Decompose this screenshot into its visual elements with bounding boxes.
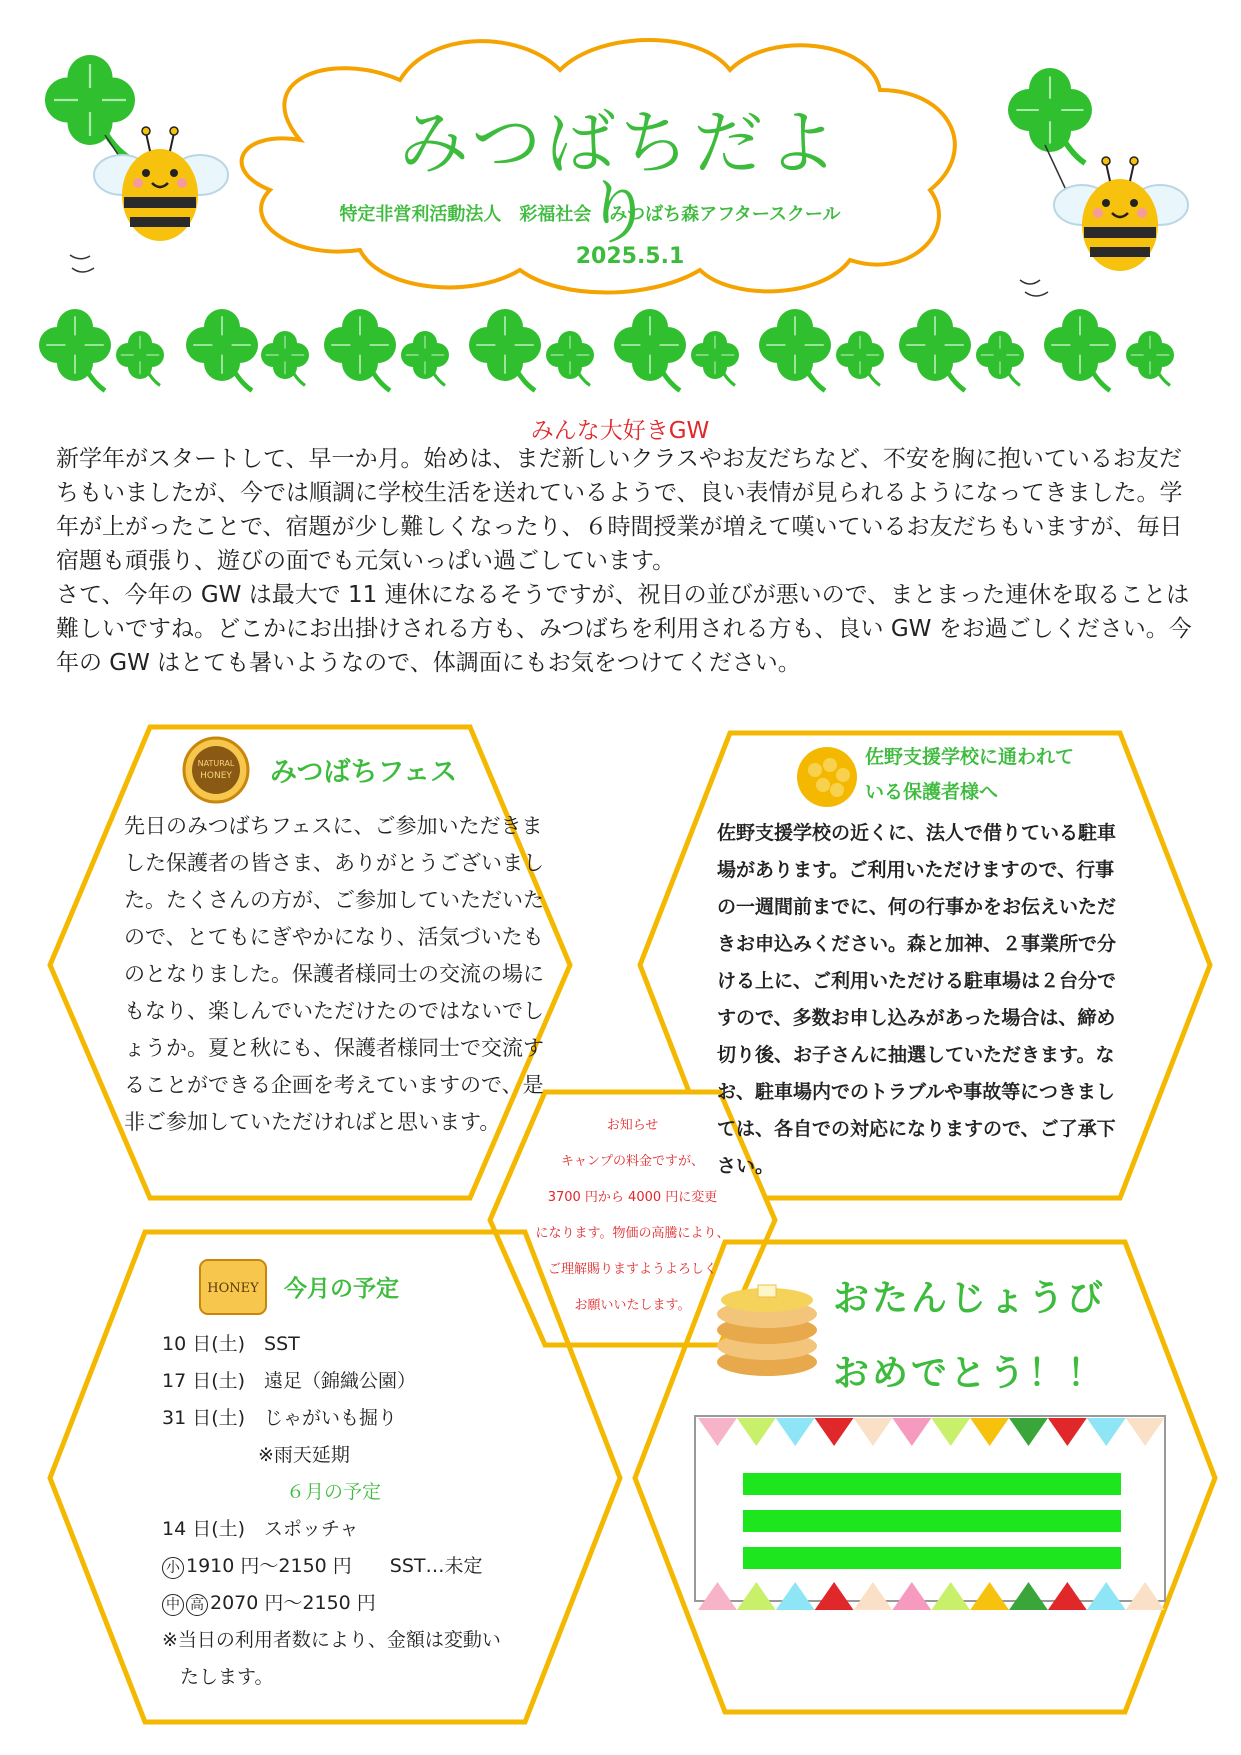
newsletter-title: みつばちだより <box>398 102 842 254</box>
birthday-name-bar-1 <box>743 1473 1121 1495</box>
notice-line: お願いいたします。 <box>574 1298 691 1313</box>
birthday-line-1: おたんじょうび <box>833 1278 1107 1319</box>
fes-body: 先日のみつばちフェスに、ご参加いただきました保護者の皆さま、ありがとうございました。たくさんの方が、ご参加していただいたので、とてもにぎやかになり、活気づいたものとなりました。保護者様同士の交流の場にもなり、楽しんでいただけたのではないでしょうか。夏と秋にも、保護者様同士で交流することができる企画を考えていますので、是非ご参加していただければと思います。 <box>124 814 544 1134</box>
schedule-item: 31 日(土) じゃがいも掘り <box>162 1407 398 1429</box>
schedule-item: 17 日(土) 遠足（錦織公園） <box>162 1370 417 1392</box>
june-title: ６月の予定 <box>286 1481 382 1503</box>
notice-line: キャンプの料金ですが、 <box>560 1154 704 1169</box>
notice-line: お知らせ <box>606 1118 659 1133</box>
price-note-line-2: たします。 <box>180 1666 274 1688</box>
svg-text:HONEY: HONEY <box>207 1281 259 1296</box>
birthday-line-2: おめでとう！！ <box>833 1353 1107 1394</box>
left-bee-group <box>45 55 228 272</box>
sano-body: 佐野支援学校の近くに、法人で借りている駐車場があります。ご利用いただけますので、行事の一週間前までに、何の行事かをお伝えいただきお申込みください。森と加神、２事業所で分ける上に、ご利用いただける駐車場は２台分ですので、多数お申し込みがあった場合は、締め切り後、お子さんに抽選していただきます。なお、駐車場内でのトラブルや事故等につきましては、各自での対応になりますので、ご了承下さい。 <box>717 822 1117 1177</box>
fes-title: みつばちフェス <box>270 757 458 788</box>
birthday-banner <box>695 1416 1165 1610</box>
schedule-title: 今月の予定 <box>284 1276 399 1302</box>
price-secondary <box>162 1585 562 1622</box>
price-note-line-1: ※当日の利用者数により、金額は変動い <box>162 1629 501 1651</box>
honey-badge-icon <box>200 1260 266 1314</box>
gw-paragraph-2: さて、今年の GW は最大で 11 連休になるそうですが、祝日の並びが悪いので、まとまった連休を取ることは難しいですね。どこかにお出掛けされる方も、みつばちを利用される方も、良い GW をお過ごしください。今年の GW はとても暑いようなので、体調面にもお気をつけてください。 <box>56 582 1192 676</box>
elementary-badge: 小 <box>162 1557 184 1579</box>
notice-line: ご理解賜りますようよろしく <box>547 1262 717 1277</box>
notice-box <box>520 1108 745 1324</box>
right-bee-group <box>1008 68 1188 296</box>
gw-paragraph-1: 新学年がスタートして、早一か月。始めは、まだ新しいクラスやお友だちなど、不安を胸に抱いているお友だちもいましたが、今では順調に学校生活を送れているようで、良い表情が見られるようになってきました。学年が上がったことで、宿題が少し難しくなったり、６時間授業が増えて嘆いているお友だちもいますが、毎日宿題も頑張り、遊びの面でも元気いっぱい過ごしています。 <box>56 446 1183 574</box>
notice-line: 3700 円から 4000 円に変更 <box>547 1190 718 1205</box>
organization-name: 特定非営利活動法人 彩福社会 みつばち森アフタースクール <box>339 204 841 225</box>
high-badge: 高 <box>186 1594 208 1616</box>
schedule-item: 10 日(土) SST <box>162 1333 300 1355</box>
notice-line: になります。物価の高騰により、 <box>535 1226 730 1241</box>
price-elementary <box>162 1548 562 1585</box>
schedule-list <box>162 1326 562 1696</box>
sano-title <box>865 740 1105 810</box>
schedule-item: 14 日(土) スポッチャ <box>162 1518 359 1540</box>
gw-heading: みんな大好きGW <box>530 418 710 444</box>
honeycomb-icon <box>797 747 857 807</box>
sano-title-line-2: いる保護者様へ <box>865 781 999 803</box>
gw-intro-text <box>56 442 1196 680</box>
svg-text:HONEY: HONEY <box>200 771 232 781</box>
natural-honey-badge-icon <box>184 738 248 802</box>
issue-date: 2025.5.1 <box>575 244 685 269</box>
clover-divider <box>39 309 1174 391</box>
sano-title-line-1: 佐野支援学校に通われて <box>865 746 1075 768</box>
svg-text:NATURAL: NATURAL <box>197 759 235 768</box>
birthday-name-bar-3 <box>743 1547 1121 1569</box>
middle-badge: 中 <box>162 1594 184 1616</box>
price-elementary-text: 1910 円〜2150 円 SST…未定 <box>186 1555 483 1577</box>
rain-note: ※雨天延期 <box>258 1444 350 1466</box>
birthday-name-bar-2 <box>743 1510 1121 1532</box>
price-secondary-text: 2070 円〜2150 円 <box>210 1592 376 1614</box>
